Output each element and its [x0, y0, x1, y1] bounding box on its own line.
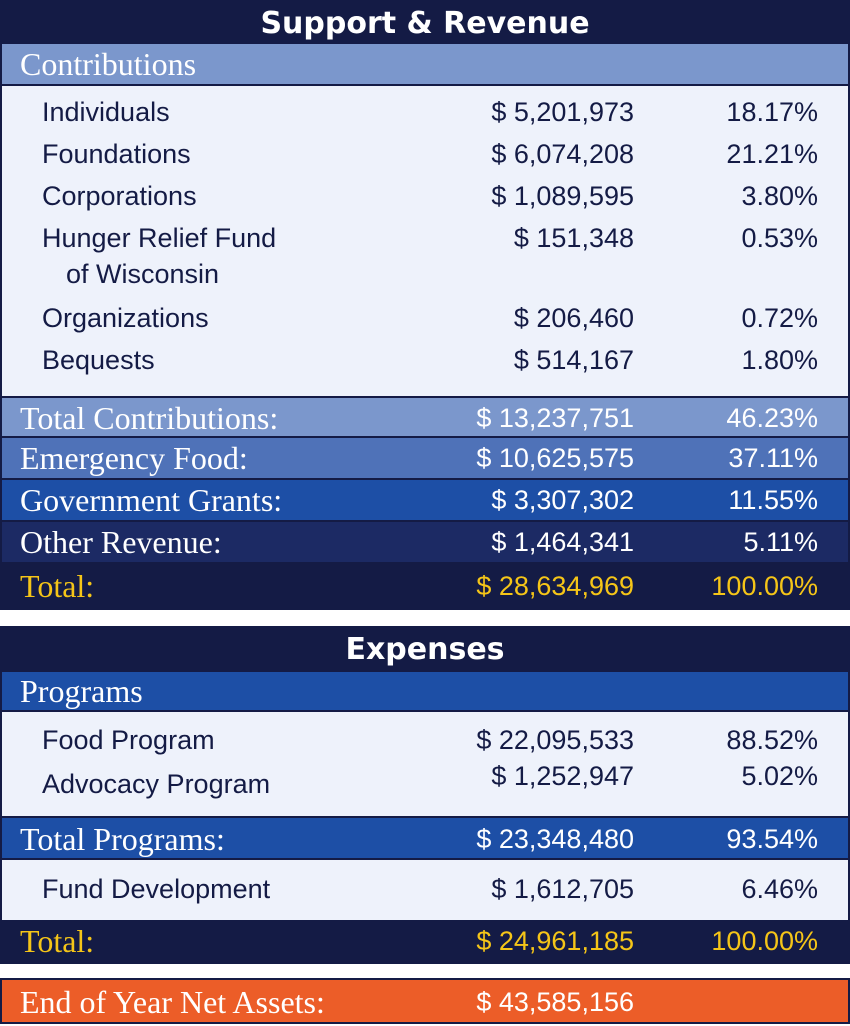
- contribution-row-bequests: [2, 342, 848, 378]
- contributions-bar: [0, 44, 850, 86]
- band-label: Government Grants:: [20, 482, 283, 518]
- band-label: Total Contributions:: [20, 400, 279, 436]
- band-amount: $ 3,307,302: [491, 485, 634, 515]
- total-amount: $ 28,634,969: [476, 571, 634, 601]
- expenses-header: [0, 626, 850, 672]
- band-percent: 5.11%: [743, 527, 818, 557]
- other-revenue-band: [0, 522, 850, 564]
- row-label: Hunger Relief Fund: [42, 223, 277, 253]
- total-amount: $ 24,961,185: [476, 926, 634, 956]
- government-grants-band: [0, 480, 850, 522]
- programs-list: [0, 712, 850, 816]
- row-amount: $ 5,201,973: [491, 97, 634, 127]
- contribution-row-foundations: [2, 136, 848, 172]
- row-percent: 1.80%: [741, 345, 818, 375]
- row-label: Food Program: [42, 725, 215, 755]
- row-amount: $ 6,074,208: [491, 139, 634, 169]
- expenses-title: Expenses: [345, 632, 505, 667]
- row-percent: 88.52%: [726, 725, 818, 755]
- row-label-continued: of Wisconsin: [66, 259, 220, 289]
- row-percent: 18.17%: [726, 97, 818, 127]
- contribution-row-individuals: [2, 94, 848, 130]
- total-label: Total:: [20, 923, 95, 959]
- revenue-title: Support & Revenue: [260, 6, 590, 41]
- row-label: Corporations: [42, 181, 197, 211]
- row-label: Advocacy Program: [42, 769, 271, 799]
- row-label: Fund Development: [42, 874, 271, 904]
- row-amount: $ 1,612,705: [491, 874, 634, 904]
- row-percent: 0.53%: [741, 223, 818, 253]
- row-label: Foundations: [42, 139, 191, 169]
- band-amount: $ 13,237,751: [476, 403, 634, 433]
- row-label: Organizations: [42, 303, 209, 333]
- expenses-total-band: [0, 920, 850, 964]
- total-programs-band: [0, 816, 850, 860]
- total-percent: 100.00%: [711, 926, 818, 956]
- band-label: Other Revenue:: [20, 524, 222, 560]
- row-percent: 6.46%: [741, 874, 818, 904]
- row-label: Individuals: [42, 97, 170, 127]
- band-label: Total Programs:: [20, 821, 225, 857]
- band-percent: 46.23%: [726, 403, 818, 433]
- net-assets-band: [0, 978, 850, 1024]
- contribution-row-organizations: [2, 300, 848, 336]
- row-percent: 3.80%: [741, 181, 818, 211]
- fund-development-block: [0, 860, 850, 920]
- band-percent: 11.55%: [728, 485, 818, 515]
- total-label: Total:: [20, 568, 95, 604]
- revenue-total-band: [0, 564, 850, 610]
- contribution-row-corporations: [2, 178, 848, 214]
- row-amount: $ 514,167: [513, 345, 634, 375]
- programs-bar: [0, 672, 850, 712]
- band-amount: $ 23,348,480: [476, 824, 634, 854]
- row-amount: $ 206,460: [513, 303, 634, 333]
- row-amount: $ 22,095,533: [476, 725, 634, 755]
- program-row-food: [2, 722, 848, 758]
- band-percent: 93.54%: [726, 824, 818, 854]
- contributions-list: [0, 86, 850, 396]
- program-row-advocacy: [2, 762, 848, 798]
- band-amount: $ 10,625,575: [476, 443, 634, 473]
- band-percent: 37.11%: [728, 443, 818, 473]
- band-amount: $ 1,464,341: [491, 527, 634, 557]
- row-amount: $ 1,089,595: [491, 181, 634, 211]
- revenue-header: [0, 0, 850, 44]
- row-percent: 21.21%: [726, 139, 818, 169]
- emergency-food-band: [0, 438, 850, 480]
- band-label: Emergency Food:: [20, 440, 248, 476]
- net-assets-amount: $ 43,585,156: [476, 987, 634, 1017]
- total-contributions-band: [0, 396, 850, 438]
- net-assets-label: End of Year Net Assets:: [20, 984, 325, 1020]
- row-percent: 5.02%: [741, 761, 818, 791]
- row-amount: $ 1,252,947: [491, 761, 634, 791]
- fund-development-row: [2, 871, 848, 907]
- total-percent: 100.00%: [711, 571, 818, 601]
- contribution-row-hunger-relief-fund: [2, 220, 848, 292]
- contributions-label: Contributions: [20, 46, 197, 82]
- row-label: Bequests: [42, 345, 155, 375]
- programs-label: Programs: [20, 673, 143, 709]
- row-percent: 0.72%: [741, 303, 818, 333]
- row-amount: $ 151,348: [513, 223, 634, 253]
